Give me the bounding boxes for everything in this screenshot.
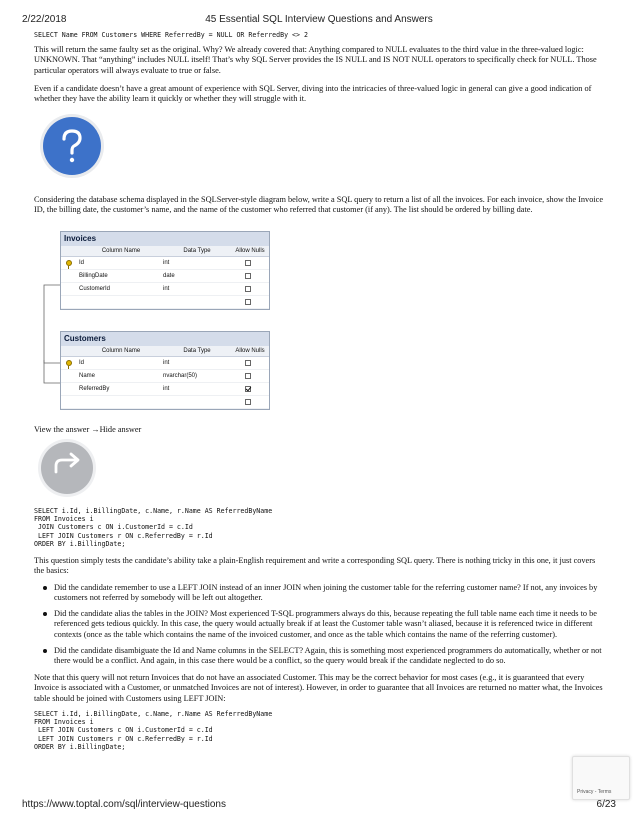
column-type: int bbox=[163, 386, 170, 392]
answer-toggle-link[interactable]: View the answer →Hide answer bbox=[34, 425, 142, 434]
allow-nulls-checkbox bbox=[245, 286, 251, 292]
allow-nulls-checkbox bbox=[245, 373, 251, 379]
code-block-left-join: SELECT i.Id, i.BillingDate, c.Name, r.Name AS ReferredByName FROM Invoices i LEFT JOIN Customers c ON i.CustomerId = c.Id LEFT JOIN Customers r ON c.ReferredBy = r.Id ORDER BY i.BillingDate; bbox=[34, 710, 273, 751]
schema-row bbox=[61, 296, 269, 309]
column-name bbox=[79, 396, 163, 408]
column-name: BillingDate bbox=[79, 273, 108, 279]
invoices-column-headers: Column Name Data Type Allow Nulls bbox=[61, 246, 269, 257]
code-block-answer: SELECT i.Id, i.BillingDate, c.Name, r.Name AS ReferredByName FROM Invoices i JOIN Customers c ON i.CustomerId = c.Id LEFT JOIN Customers r ON c.ReferredBy = r.Id ORDER BY i.BillingDate; bbox=[34, 507, 273, 548]
schema-row bbox=[61, 357, 269, 370]
customers-column-headers: Column Name Data Type Allow Nulls bbox=[61, 346, 269, 357]
allow-nulls-checkbox bbox=[245, 386, 251, 392]
allow-nulls-checkbox bbox=[245, 299, 251, 305]
allow-nulls-checkbox bbox=[245, 260, 251, 266]
paragraph-null-logic: This will return the same faulty set as the original. Why? We already covered that: Anything compared to NULL evaluates to the third value in the three-valued logic: UNKNOWN. That “anything” includes NULL itself! That’s why SQL Server provides the IS NULL and IS NOT NULL operators to specifically check for NULL. Those particular operators will always evaluate to true or false. bbox=[34, 45, 597, 75]
allow-nulls-checkbox bbox=[245, 360, 251, 366]
recaptcha-badge[interactable] bbox=[572, 756, 630, 800]
list-item: Did the candidate remember to use a LEFT JOIN instead of an inner JOIN when joining the customer table for the referring customer name? If not, any invoices by customers not referred by somebody will be left out altogether. bbox=[54, 583, 604, 604]
allow-nulls-checkbox bbox=[245, 399, 251, 405]
schema-row bbox=[61, 383, 269, 396]
question-mark-icon bbox=[39, 113, 105, 179]
column-name: CustomerId bbox=[79, 286, 111, 292]
list-item: Did the candidate disambiguate the Id and Name columns in the SELECT? Again, this is something most experienced programmers do automatically, whether or not there would be a conflict. And again, in this case there would be a conflict, so the query would break if the candidate neglected to do so. bbox=[54, 646, 604, 667]
schema-row bbox=[61, 257, 269, 270]
schema-row bbox=[61, 370, 269, 383]
column-type: date bbox=[163, 273, 175, 279]
invoices-table bbox=[60, 231, 270, 310]
paragraph-left-join-note: Note that this query will not return Invoices that do not have an associated Customer. This may be the correct behavior for most cases (e.g., it is guaranteed that every Invoice is associated with a Customer, or unmatched Invoices are not of interest). However, in order to guarantee that all Invoices are returned no matter what, the Invoices table should be joined with Customers using LEFT JOIN: bbox=[34, 673, 603, 703]
recaptcha-privacy-terms[interactable]: Privacy - Terms bbox=[577, 789, 612, 795]
column-name: Id bbox=[79, 260, 85, 266]
primary-key-icon bbox=[66, 260, 72, 266]
database-schema-diagram bbox=[34, 227, 274, 412]
column-name bbox=[79, 296, 163, 308]
source-url: https://www.toptal.com/sql/interview-questions bbox=[22, 799, 226, 810]
primary-key-icon bbox=[66, 360, 72, 366]
column-name: ReferredBy bbox=[79, 386, 110, 392]
column-name: Name bbox=[79, 373, 96, 379]
question-text: Considering the database schema displayed in the SQLServer-style diagram below, write a SQL query to return a list of all the invoices. For each invoice, show the Invoice ID, the billing date, the customer’s name, and the name of the customer who referred that customer (if any). The list should be ordered by billing date. bbox=[34, 195, 604, 215]
column-name: Id bbox=[79, 360, 85, 366]
column-type: int bbox=[163, 260, 170, 266]
column-type: int bbox=[163, 286, 170, 292]
paragraph-three-valued: Even if a candidate doesn’t have a great amount of experience with SQL Server, diving into the intricacies of three-valued logic in general can give a good indication of whether they have the ability learn it quickly or whether they will struggle with it. bbox=[34, 84, 592, 104]
schema-row bbox=[61, 283, 269, 296]
paragraph-basics: This question simply tests the candidate’s ability take a plain-English requirement and write a corresponding SQL query. There is nothing tricky in this one, it just covers the basics: bbox=[34, 556, 596, 576]
print-title: 45 Essential SQL Interview Questions and Answers bbox=[205, 14, 433, 25]
column-type: nvarchar(50) bbox=[163, 373, 198, 379]
column-type bbox=[163, 296, 231, 308]
page-header bbox=[22, 14, 616, 28]
page-number: 6/23 bbox=[596, 799, 616, 810]
page-footer bbox=[22, 799, 616, 813]
schema-row bbox=[61, 270, 269, 283]
schema-row bbox=[61, 396, 269, 409]
allow-nulls-checkbox bbox=[245, 273, 251, 279]
customers-table bbox=[60, 331, 270, 410]
invoices-table-name: Invoices bbox=[61, 232, 269, 246]
list-item: Did the candidate alias the tables in the JOIN? Most experienced T-SQL programmers always do this, because repeating the full table name each time it needs to be referenced gets tedious quickly. In this case, the query would actually break if at least the Customer table wasn’t aliased, because it is referenced twice in different contexts (once as the table which contains the name of the invoiced customer, and once as the table which contains the name of the referring customer). bbox=[54, 609, 604, 640]
customers-table-name: Customers bbox=[61, 332, 269, 346]
code-block-top: SELECT Name FROM Customers WHERE ReferredBy = NULL OR ReferredBy <> 2 bbox=[34, 31, 308, 39]
column-type bbox=[163, 396, 231, 408]
print-date: 2/22/2018 bbox=[22, 14, 67, 25]
reply-arrow-icon bbox=[37, 438, 97, 498]
column-type: int bbox=[163, 360, 170, 366]
